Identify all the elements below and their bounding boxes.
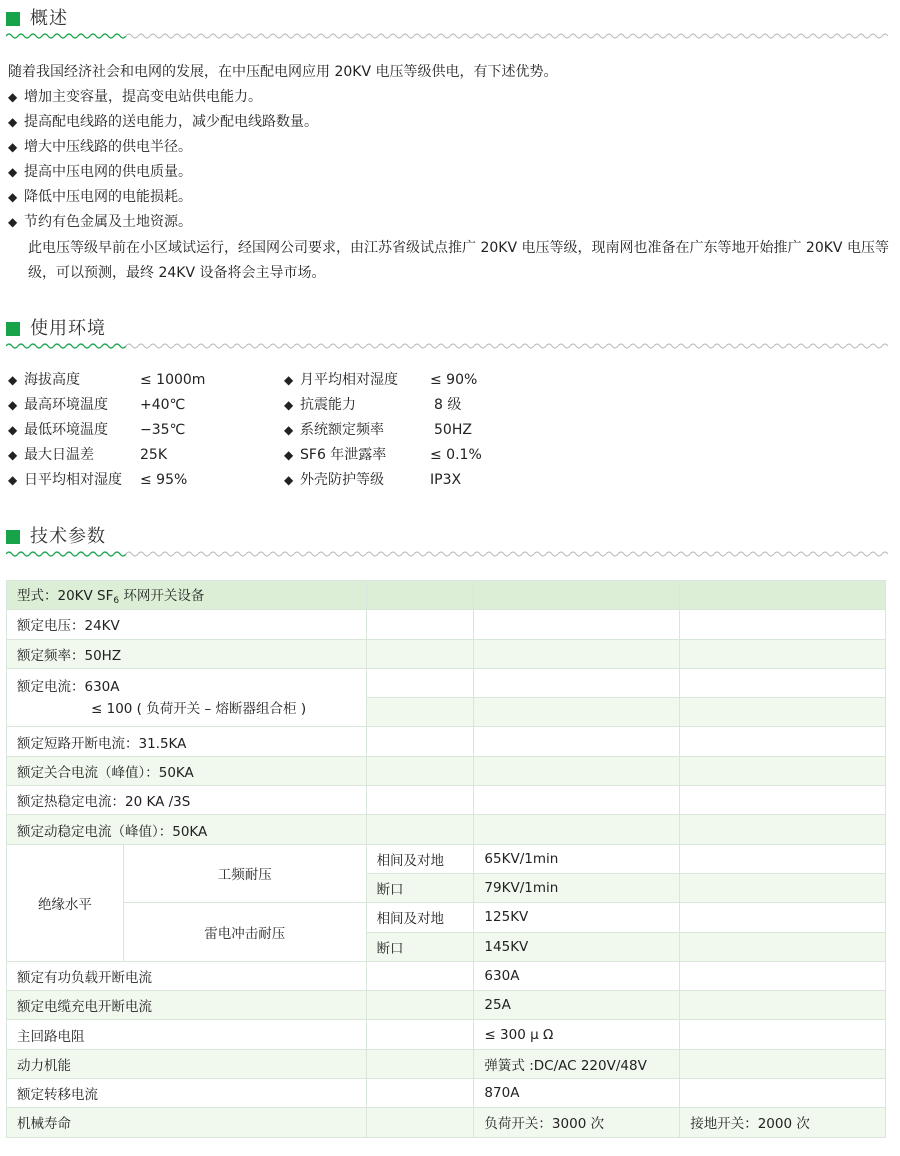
table-row: 主回路电阻 ≤ 300 μ Ω [7, 1020, 886, 1049]
table-row: 雷电冲击耐压 相间及对地 125KV [7, 903, 886, 932]
diamond-bullet-icon: ◆ [8, 140, 18, 154]
env-item: ◆ 系统额定频率 50HZ [284, 418, 384, 443]
spec-table [6, 580, 886, 1138]
diamond-bullet-icon: ◆ [8, 373, 18, 387]
model-cell: 型式：20KV $SF_6$ 环网开关设备 [7, 581, 367, 610]
diamond-bullet-icon: ◆ [8, 215, 18, 229]
env-item: ◆ 最低环境温度 −35℃ [8, 418, 108, 443]
table-row: 额定电缆充电开断电流 25A [7, 991, 886, 1020]
env-item: ◆ 月平均相对湿度 ≤ 90% [284, 368, 398, 393]
diamond-bullet-icon: ◆ [284, 448, 294, 462]
list-item: ◆ 提高配电线路的送电能力，减少配电线路数量。 [8, 110, 318, 135]
wavy-divider [6, 550, 890, 558]
section-marker-icon [6, 322, 20, 336]
table-row: 额定短路开断电流：31.5KA [7, 727, 886, 756]
env-item: ◆ 海拔高度 ≤ 1000m [8, 368, 80, 393]
diamond-bullet-icon: ◆ [284, 373, 294, 387]
section-title: 使用环境 [30, 318, 106, 339]
diamond-bullet-icon: ◆ [284, 398, 294, 412]
diamond-bullet-icon: ◆ [284, 423, 294, 437]
section-header-specs [6, 524, 890, 554]
diamond-bullet-icon: ◆ [284, 473, 294, 487]
env-item: ◆ 最高环境温度 +40℃ [8, 393, 108, 418]
wavy-divider [6, 342, 890, 350]
list-item: ◆ 节约有色金属及土地资源。 [8, 210, 192, 235]
diamond-bullet-icon: ◆ [8, 448, 18, 462]
diamond-bullet-icon: ◆ [8, 115, 18, 129]
table-row [7, 668, 886, 697]
list-item: ◆ 提高中压电网的供电质量。 [8, 160, 192, 185]
list-item: ◆ 增加主变容量，提高变电站供电能力。 [8, 85, 262, 110]
section-header-overview [6, 6, 890, 36]
diamond-bullet-icon: ◆ [8, 90, 18, 104]
table-row: 动力机能 弹簧式 :DC/AC 220V/48V [7, 1049, 886, 1078]
rated-current-cell: 额定电流：630A ≤ 100 ( 负荷开关 – 熔断器组合柜 ) [7, 668, 367, 727]
env-item: ◆ 最大日温差 25K [8, 443, 94, 468]
table-row: 断口 79KV/1min [7, 873, 886, 902]
env-item: ◆ SF6 年泄露率 ≤ 0.1% [284, 443, 386, 468]
overview-closing: 此电压等级早前在小区域试运行，经国网公司要求，由江苏省级试点推广 20KV 电压等级，现南网也准备在广东等地开始推广 20KV 电压等级，可以预测，最终 24KV 设备将会主导市场。 [28, 240, 889, 281]
table-row: 额定电压：24KV [7, 610, 886, 639]
section-header-environment [6, 316, 890, 346]
table-row: 断口 145KV [7, 932, 886, 961]
table-row: 额定关合电流（峰值）：50KA [7, 756, 886, 785]
env-item: ◆ 抗震能力 8 级 [284, 393, 356, 418]
diamond-bullet-icon: ◆ [8, 423, 18, 437]
env-item: ◆ 外壳防护等级 IP3X [284, 468, 384, 493]
diamond-bullet-icon: ◆ [8, 165, 18, 179]
section-title: 概述 [30, 8, 68, 29]
overview-intro: 随着我国经济社会和电网的发展，在中压配电网应用 20KV 电压等级供电，有下述优势。 [8, 64, 558, 80]
table-row: 绝缘水平 工频耐压 相间及对地 65KV/1min [7, 844, 886, 873]
table-row: 额定有功负载开断电流 630A [7, 961, 886, 990]
table-row: 额定热稳定电流：20 KA /3S [7, 786, 886, 815]
diamond-bullet-icon: ◆ [8, 190, 18, 204]
list-item: ◆ 增大中压线路的供电半径。 [8, 135, 192, 160]
wavy-divider [6, 32, 890, 40]
table-row: 额定频率：50HZ [7, 639, 886, 668]
env-item: ◆ 日平均相对湿度 ≤ 95% [8, 468, 122, 493]
section-marker-icon [6, 12, 20, 26]
list-item: ◆ 降低中压电网的电能损耗。 [8, 185, 192, 210]
section-title: 技术参数 [30, 526, 106, 547]
diamond-bullet-icon: ◆ [8, 398, 18, 412]
table-row: 机械寿命 负荷开关：3000 次 接地开关：2000 次 [7, 1108, 886, 1137]
table-row [7, 581, 886, 610]
section-marker-icon [6, 530, 20, 544]
diamond-bullet-icon: ◆ [8, 473, 18, 487]
table-row: 额定转移电流 870A [7, 1079, 886, 1108]
table-row: 额定动稳定电流（峰值）：50KA [7, 815, 886, 844]
